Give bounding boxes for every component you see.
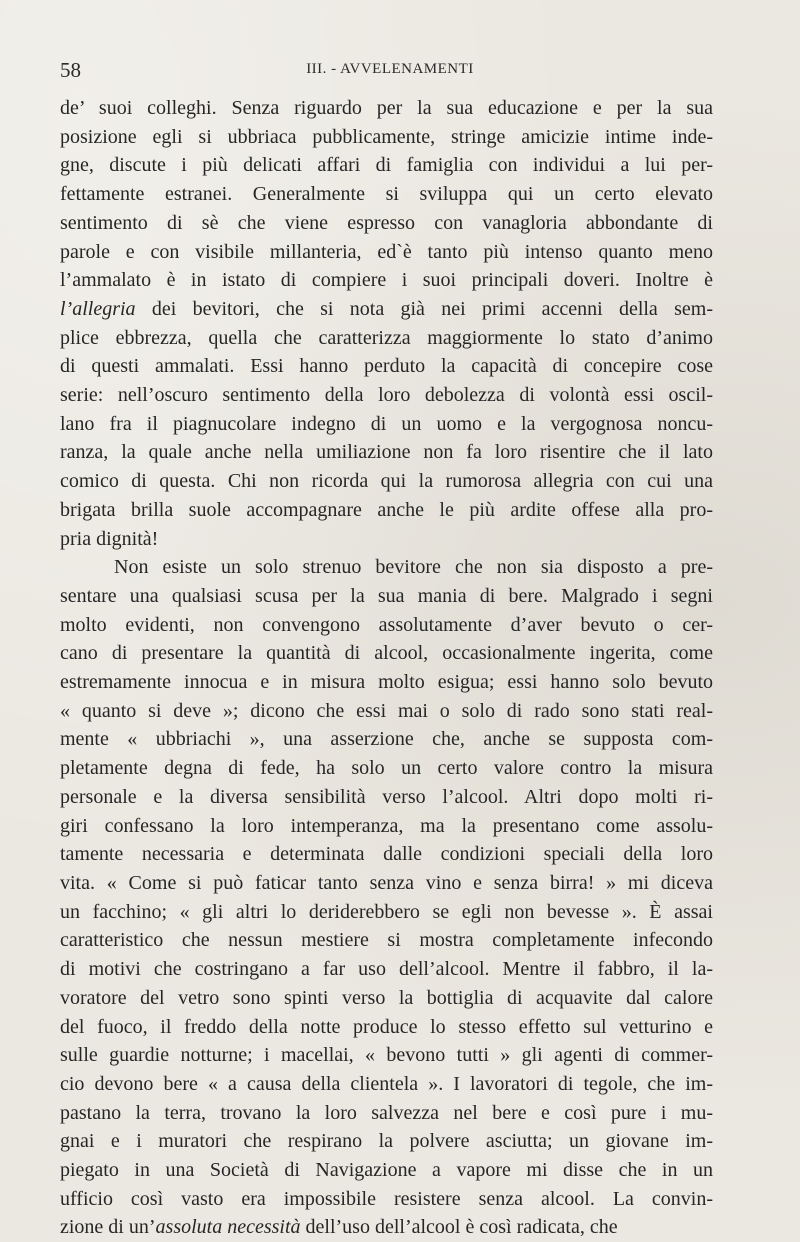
text-line: l’allegria dei bevitori, che si nota già nei primi accenni della sem- <box>60 297 713 320</box>
text-line: di motivi che costringano a far uso dell’alcool. Mentre il fabbro, il la- <box>60 958 713 981</box>
text-line: pletamente degna di fede, ha solo un certo valore contro la misura <box>60 757 713 780</box>
text-line: vita. « Come si può faticar tanto senza vino e senza birra! » mi diceva <box>60 871 713 894</box>
text-line: gnai e i muratori che respirano la polvere asciutta; un giovane im- <box>60 1130 713 1153</box>
text-line: personale e la diversa sensibilità verso l’alcool. Altri dopo molti ri- <box>60 785 713 808</box>
text-line: estremamente innocua e in misura molto esigua; essi hanno solo bevuto <box>60 671 713 694</box>
text-line: cio devono bere « a causa della clientela ». I lavoratori di tegole, che im- <box>60 1072 713 1095</box>
text-line: ranza, la quale anche nella umiliazione non fa loro risentire che il lato <box>60 441 713 464</box>
text-line: Non esiste un solo strenuo bevitore che non sia disposto a pre- <box>114 556 713 579</box>
text-line: l’ammalato è in istato di compiere i suoi principali doveri. Inoltre è <box>60 269 713 292</box>
text-line: plice ebbrezza, quella che caratterizza maggiormente lo stato d’animo <box>60 326 713 349</box>
text-line: voratore del vetro sono spinti verso la bottiglia di acquavite dal calore <box>60 986 713 1009</box>
text-line: pastano la terra, trovano la loro salvezza nel bere e così pure i mu- <box>60 1101 713 1124</box>
page-header <box>60 58 720 88</box>
text-line: parole e con visibile millanteria, ed`è tanto più intenso quanto meno <box>60 240 713 263</box>
text-line: piegato in una Società di Navigazione a vapore mi disse che in un <box>60 1159 713 1182</box>
text-line: posizione egli si ubbriaca pubblicamente, stringe amicizie intime inde- <box>60 125 713 148</box>
text-line: molto evidenti, non convengono assolutamente d’aver bevuto o cer- <box>60 613 713 636</box>
text-line: de’ suoi colleghi. Senza riguardo per la sua educazione e per la sua <box>60 97 713 119</box>
paragraph <box>60 94 713 553</box>
text-line: sulle guardie notturne; i macellai, « bevono tutti » gli agenti di commer- <box>60 1044 713 1067</box>
text-line: del fuoco, il freddo della notte produce lo stesso effetto sul vetturino e <box>60 1015 713 1038</box>
running-title: III. - AVVELENAMENTI <box>306 61 474 77</box>
text-line: sentimento di sè che viene espresso con vanagloria abbondante di <box>60 211 713 234</box>
text-line: un facchino; « gli altri lo deriderebbero se egli non bevesse ». È assai <box>60 900 713 923</box>
text-line: fettamente estranei. Generalmente si sviluppa qui un certo elevato <box>60 183 713 206</box>
text-line: mente « ubbriachi », una asserzione che, anche se supposta com- <box>60 728 713 751</box>
body-text <box>60 94 713 1242</box>
text-line: ufficio così vasto era impossibile resistere senza alcool. La convin- <box>60 1187 713 1210</box>
text-line: brigata brilla suole accompagnare anche le più ardite offese alla pro- <box>60 498 713 521</box>
page-number: 58 <box>60 58 81 82</box>
text-line: tamente necessaria e determinata dalle condizioni speciali della loro <box>60 843 713 866</box>
text-line: gne, discute i più delicati affari di famiglia con individui a lui per- <box>60 154 713 177</box>
text-line: lano fra il piagnucolare indegno di un uomo e la vergognosa noncu- <box>60 412 713 435</box>
text-line: « quanto si deve »; dicono che essi mai o solo di rado sono stati real- <box>60 699 713 722</box>
text-line: serie: nell’oscuro sentimento della loro debolezza di volontà essi oscil- <box>60 384 713 407</box>
text-line: cano di presentare la quantità di alcool, occasionalmente ingerita, come <box>60 642 713 665</box>
text-line: comico di questa. Chi non ricorda qui la rumorosa allegria con cui una <box>60 470 713 493</box>
text-line: di questi ammalati. Essi hanno perduto la capacità di concepire cose <box>60 355 713 378</box>
text-line: giri confessano la loro intemperanza, ma la presentano come assolu- <box>60 814 713 837</box>
text-line: zione di un’assoluta necessità dell’uso dell’alcool è così radicata, che <box>60 1216 618 1239</box>
paragraph <box>60 553 713 1242</box>
text-line: pria dignità! <box>60 527 159 550</box>
text-line: sentare una qualsiasi scusa per la sua mania di bere. Malgrado i segni <box>60 584 713 607</box>
text-line: caratteristico che nessun mestiere si mostra completamente infecondo <box>60 929 713 952</box>
